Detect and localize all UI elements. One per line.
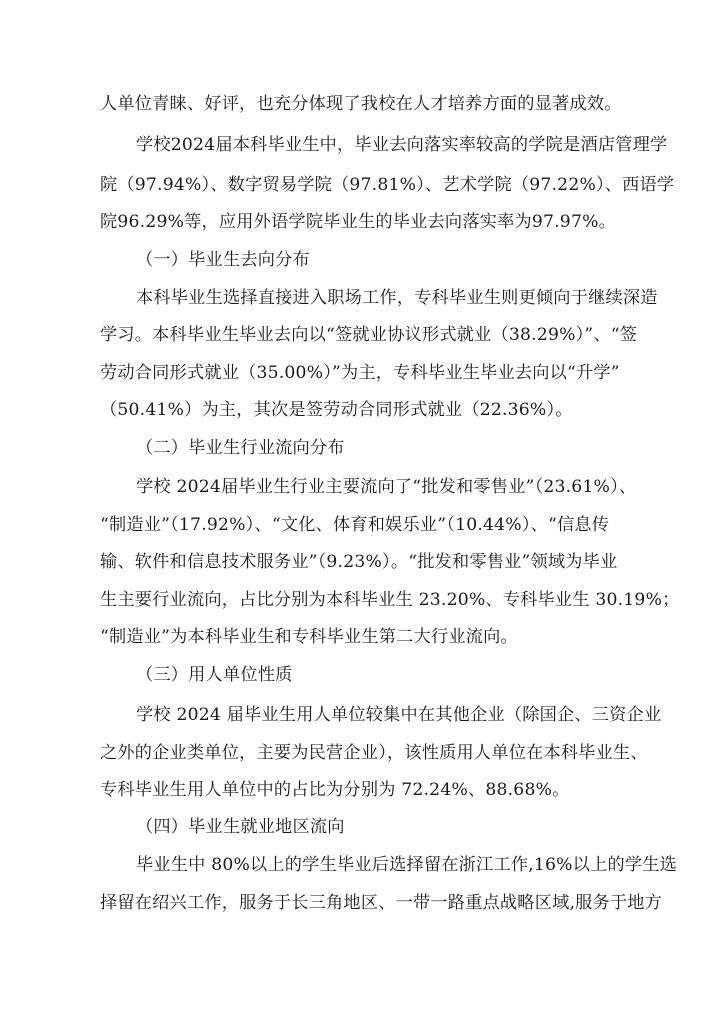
paragraph-line: 本科毕业生选择直接进入职场工作，专科毕业生则更倾向于继续深造 (136, 288, 658, 308)
paragraph-line: “制造业”（17.92%）、“文化、体育和娱乐业”（10.44%）、“信息传 (100, 515, 610, 535)
paragraph-line: 毕业生中 80%以上的学生毕业后选择留在浙江工作,16%以上的学生选 (136, 855, 678, 875)
paragraph-line: 劳动合同形式就业（35.00%）”为主，专科毕业生毕业去向以“升学” (100, 363, 620, 383)
paragraph-line: （50.41%）为主，其次是签劳动合同形式就业（22.36%）。 (100, 400, 573, 420)
paragraph-line: 择留在绍兴工作，服务于长三角地区、一带一路重点战略区域,服务于地方 (100, 893, 663, 913)
paragraph-line: 学校 2024 届毕业生用人单位较集中在其他企业（除国企、三资企业 (136, 705, 662, 725)
paragraph-line: “制造业”为本科毕业生和专科毕业生第二大行业流向。 (100, 627, 518, 647)
paragraph-line: 生主要行业流向，占比分别为本科毕业生 23.20%、专科毕业生 30.19%； (100, 590, 680, 610)
section-heading: （一）毕业生去向分布 (136, 250, 310, 270)
section-heading: （三）用人单位性质 (136, 665, 293, 685)
paragraph-line: 院96.29%等，应用外语学院毕业生的毕业去向落实率为97.97%。 (100, 212, 616, 232)
paragraph-line: 学校 2024届毕业生行业主要流向了“批发和零售业”（23.61%）、 (136, 477, 637, 497)
paragraph-line: 专科毕业生用人单位中的占比为分别为 72.24%、88.68%。 (100, 780, 570, 800)
paragraph-line: 学校2024届本科毕业生中，毕业去向落实率较高的学院是酒店管理学 (136, 135, 668, 155)
paragraph-line: 院（97.94%）、数字贸易学院（97.81%）、艺术学院（97.22%）、西语学 (100, 175, 675, 195)
paragraph-line: 人单位青睐、好评，也充分体现了我校在人才培养方面的显著成效。 (100, 94, 622, 114)
paragraph-line: 输、软件和信息技术服务业”（9.23%）。“批发和零售业”领域为毕业 (100, 552, 618, 572)
paragraph-line: 学习。本科毕业生毕业去向以“签就业协议形式就业（38.29%）”、“签 (100, 325, 638, 345)
paragraph-line: 之外的企业类单位，主要为民营企业），该性质用人单位在本科毕业生、 (100, 743, 648, 763)
section-heading: （二）毕业生行业流向分布 (136, 438, 345, 458)
section-heading: （四）毕业生就业地区流向 (136, 817, 345, 837)
